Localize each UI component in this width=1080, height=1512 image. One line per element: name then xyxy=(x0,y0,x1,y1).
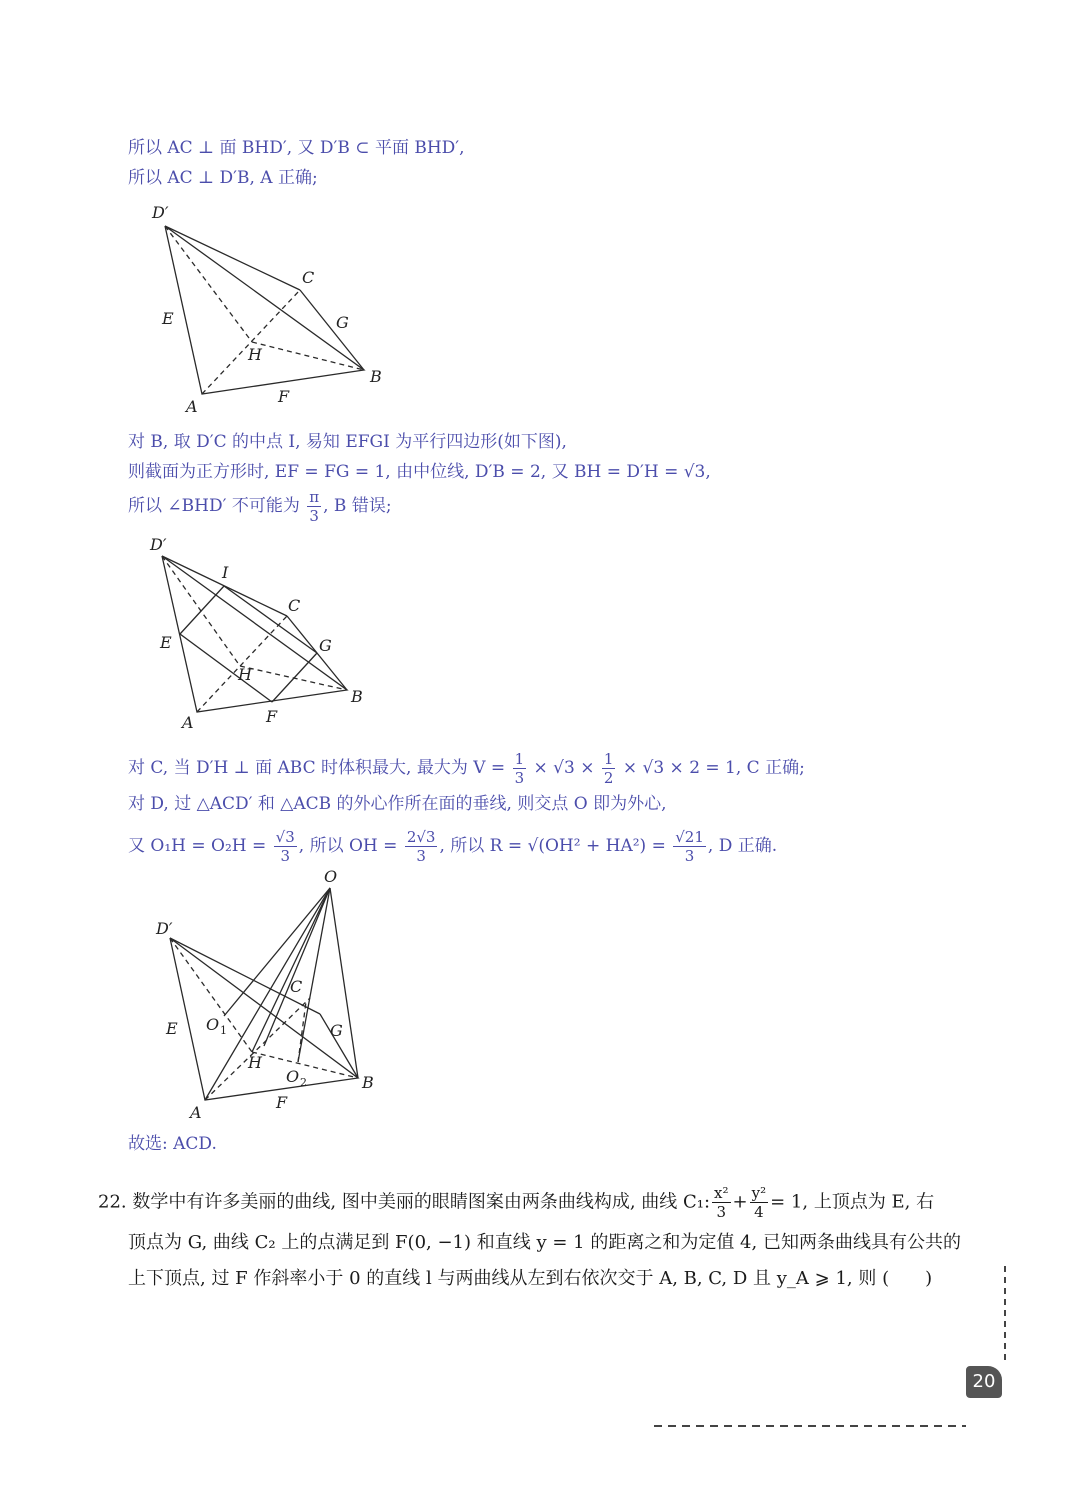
solution-line-1: 所以 AC ⊥ 面 BHD′, 又 D′B ⊂ 平面 BHD′, xyxy=(128,138,465,158)
fig2-label-i: I xyxy=(222,563,229,582)
page-number-badge: 20 xyxy=(966,1366,1002,1398)
figure-2-tetrahedron-section xyxy=(140,536,380,732)
fig1-label-e: E xyxy=(162,309,174,328)
fig2-label-h: H xyxy=(238,665,252,684)
fig1-label-h: H xyxy=(248,345,262,364)
fig3-label-g: G xyxy=(330,1021,343,1040)
question-22-line-2: 顶点为 G, 曲线 C₂ 上的点满足到 F(0, −1) 和直线 y = 1 的距离之和为定值 4, 已知两条曲线具有公共的 xyxy=(128,1232,961,1253)
fig3-label-o1: O xyxy=(206,1015,220,1034)
fig3-label-d: D′ xyxy=(156,919,173,938)
fig1-label-f: F xyxy=(278,387,290,406)
question-22-line-3: 上下顶点, 过 F 作斜率小于 0 的直线 l 与两曲线从左到右依次交于 A, B, C, D 且 y_A ⩾ 1, 则 ( ) xyxy=(128,1268,933,1289)
solution-line-3: 对 B, 取 D′C 的中点 I, 易知 EFGI 为平行四边形(如下图), xyxy=(128,432,567,452)
solution-line-4: 则截面为正方形时, EF = FG = 1, 由中位线, D′B = 2, 又 BH = D′H = √3, xyxy=(128,462,711,482)
figure-3-circumsphere xyxy=(140,862,400,1128)
fig2-label-c: C xyxy=(288,596,301,615)
figure-1-tetrahedron xyxy=(140,198,400,420)
question-22-line-1: 22. 数学中有许多美丽的曲线, 图中美丽的眼睛图案由两条曲线构成, 曲线 C₁: $\frac{\text{x²}}{3}$ + $\frac{\text{y²}}{4}$ = 1, 上顶点为 E, 右 xyxy=(98,1184,935,1221)
fig3-label-a: A xyxy=(190,1103,202,1122)
fig3-label-c: C xyxy=(290,977,303,996)
fig3-label-o: O xyxy=(324,867,338,886)
answer-line: 故选: ACD. xyxy=(128,1134,217,1154)
solution-line-5: 所以 ∠BHD′ 不可能为 $\frac{\pi}{3}$ , B 错误; xyxy=(128,488,392,525)
fig1-label-a: A xyxy=(186,397,198,416)
fig1-label-c: C xyxy=(302,268,315,287)
fig2-label-e: E xyxy=(160,633,172,652)
fig1-label-g: G xyxy=(336,313,349,332)
solution-line-7: 对 D, 过 △ACD′ 和 △ACB 的外心作所在面的垂线, 则交点 O 即为外心, xyxy=(128,794,667,814)
fig1-label-d: D′ xyxy=(152,203,169,222)
fig2-label-g: G xyxy=(319,636,332,655)
fig3-label-h: H xyxy=(248,1053,262,1072)
page-corner-decoration xyxy=(650,1264,1010,1436)
fig2-label-f: F xyxy=(266,707,278,726)
fig2-label-b: B xyxy=(351,687,363,706)
fig2-label-d: D′ xyxy=(150,536,167,554)
solution-line-8: 又 O₁H = O₂H = $\frac{√3}{3}$ , 所以 OH = $\frac{2√3}{3}$ , 所以 R = √(OH² + HA²) = $\frac{√21}{3}$ , D 正确. xyxy=(128,828,778,865)
solution-line-2: 所以 AC ⊥ D′B, A 正确; xyxy=(128,168,318,188)
fig3-label-o2: O xyxy=(286,1067,300,1086)
fig2-label-a: A xyxy=(182,713,194,732)
solution-line-6: 对 C, 当 D′H ⊥ 面 ABC 时体积最大, 最大为 V = $\frac{1}{3}$ × √3 × $\frac{1}{2}$ × √3 × 2 = 1, C 正确; xyxy=(128,750,805,787)
fig3-label-b: B xyxy=(362,1073,374,1092)
fig3-label-o2-sub: 2 xyxy=(300,1076,307,1089)
fig3-label-e: E xyxy=(166,1019,178,1038)
fig3-label-o1-sub: 1 xyxy=(220,1024,227,1037)
fig3-label-f: F xyxy=(276,1093,288,1112)
question-number: 22. xyxy=(98,1191,127,1213)
fig1-label-b: B xyxy=(370,367,382,386)
